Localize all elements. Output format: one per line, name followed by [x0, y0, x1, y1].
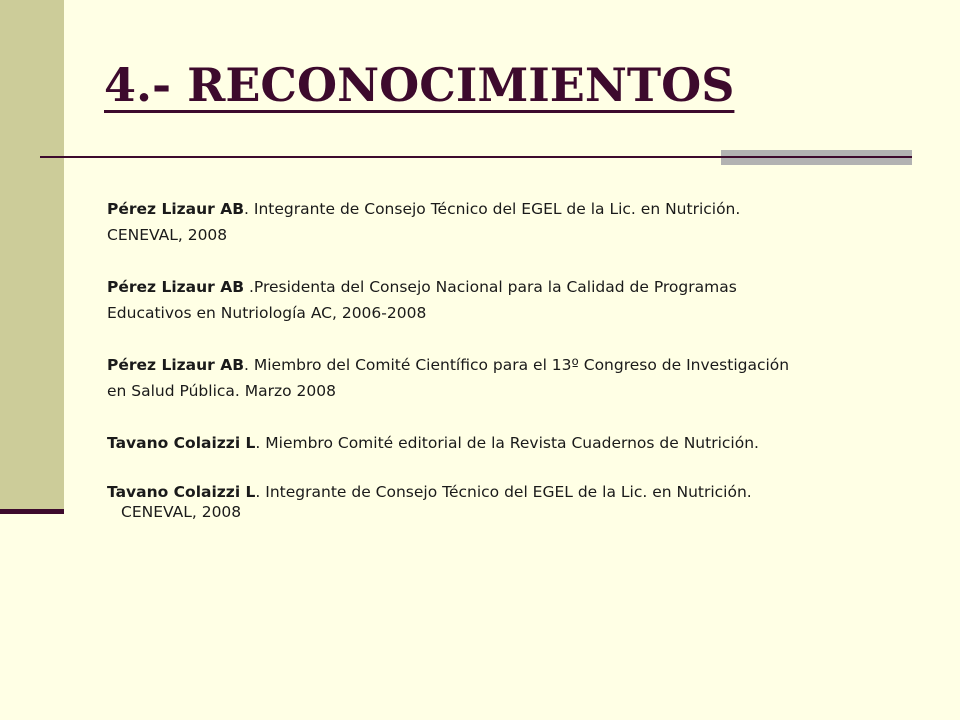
entry-text-continued: CENEVAL, 2008	[107, 226, 228, 244]
recognition-entry	[107, 482, 927, 522]
entry-text-continued: en Salud Pública. Marzo 2008	[107, 382, 336, 400]
recognitions-list	[107, 196, 927, 522]
recognition-entry	[107, 430, 927, 456]
recognition-entry	[107, 352, 927, 404]
entry-author: Pérez Lizaur AB	[107, 356, 245, 374]
entry-text: . Integrante de Consejo Técnico del EGEL de la Lic. en Nutrición.	[244, 200, 741, 218]
entry-text: . Integrante de Consejo Técnico del EGEL de la Lic. en Nutrición.	[255, 483, 752, 501]
entry-author: Tavano Colaizzi L	[107, 434, 256, 452]
recognition-entry	[107, 196, 927, 248]
recognition-entry	[107, 274, 927, 326]
entry-author: Pérez Lizaur AB	[107, 200, 245, 218]
entry-text: . Miembro del Comité Científico para el 13º Congreso de Investigación	[244, 356, 790, 374]
title-divider-rule-overlay	[721, 156, 912, 158]
left-sidebar-band	[0, 0, 64, 512]
entry-text: . Miembro Comité editorial de la Revista Cuadernos de Nutrición.	[255, 434, 759, 452]
entry-author: Tavano Colaizzi L	[107, 483, 256, 501]
entry-text-continued: Educativos en Nutriología AC, 2006-2008	[107, 304, 427, 322]
slide-title: 4.- RECONOCIMIENTOS	[104, 58, 735, 112]
entry-text-continued: CENEVAL, 2008	[121, 503, 242, 521]
entry-author: Pérez Lizaur AB	[107, 278, 245, 296]
entry-text: .Presidenta del Consejo Nacional para la Calidad de Programas	[244, 278, 737, 296]
left-accent-bar	[0, 509, 64, 514]
